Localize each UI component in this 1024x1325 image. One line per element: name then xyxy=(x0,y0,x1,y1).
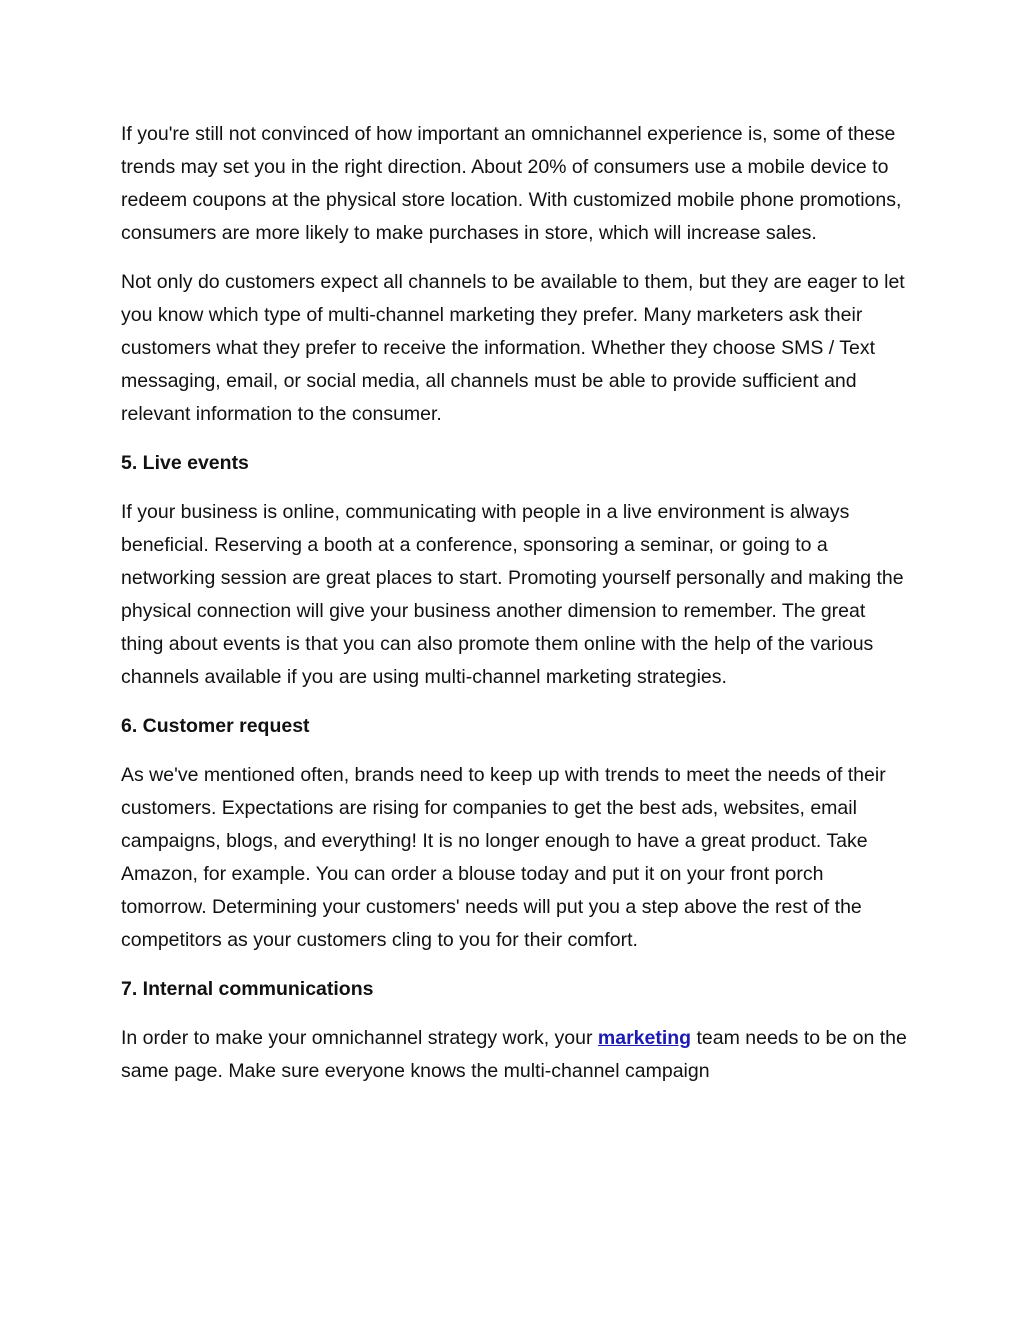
intro-paragraph-2: Not only do customers expect all channels to be available to them, but they are eager to let you know which type of multi-channel marketing they prefer. Many marketers ask their customers what they prefer to receive the information. Whether they choose SMS / Text messaging, email, or social media, all channels must be able to provide sufficient and relevant information to the consumer. xyxy=(121,271,905,425)
marketing-link[interactable]: marketing xyxy=(597,1027,692,1049)
section-heading-live-events: 5. Live events xyxy=(121,452,249,474)
body-text-after-link: team needs to be on the same page. Make sure everyone knows the multi-channel campaign xyxy=(121,1027,907,1082)
section-heading-internal-communications: 7. Internal communications xyxy=(121,978,374,1000)
section-heading-customer-request: 6. Customer request xyxy=(121,715,310,737)
intro-paragraph-1: If you're still not convinced of how important an omnichannel experience is, some of these trends may set you in the right direction. About 20% of consumers use a mobile device to redeem coupons at the physical store location. With customized mobile phone promotions, consumers are more likely to make purchases in store, which will increase sales. xyxy=(121,123,902,244)
document-body xyxy=(121,118,911,1104)
section-body-customer-request: As we've mentioned often, brands need to keep up with trends to meet the needs of their customers. Expectations are rising for companies to get the best ads, websites, email campaigns, blogs, and everything! It is no longer enough to have a great product. Take Amazon, for example. You can order a blouse today and put it on your front porch tomorrow. Determining your customers' needs will put you a step above the rest of the competitors as your customers cling to you for their comfort. xyxy=(121,764,886,951)
section-body-live-events: If your business is online, communicating with people in a live environment is always beneficial. Reserving a booth at a conference, sponsoring a seminar, or going to a networking session are great places to start. Promoting yourself personally and making the physical connection will give your business another dimension to remember. The great thing about events is that you can also promote them online with the help of the various channels available if you are using multi-channel marketing strategies. xyxy=(121,501,904,688)
section-body-internal-communications xyxy=(121,1022,911,1088)
body-text-before-link: In order to make your omnichannel strategy work, your xyxy=(121,1027,598,1049)
